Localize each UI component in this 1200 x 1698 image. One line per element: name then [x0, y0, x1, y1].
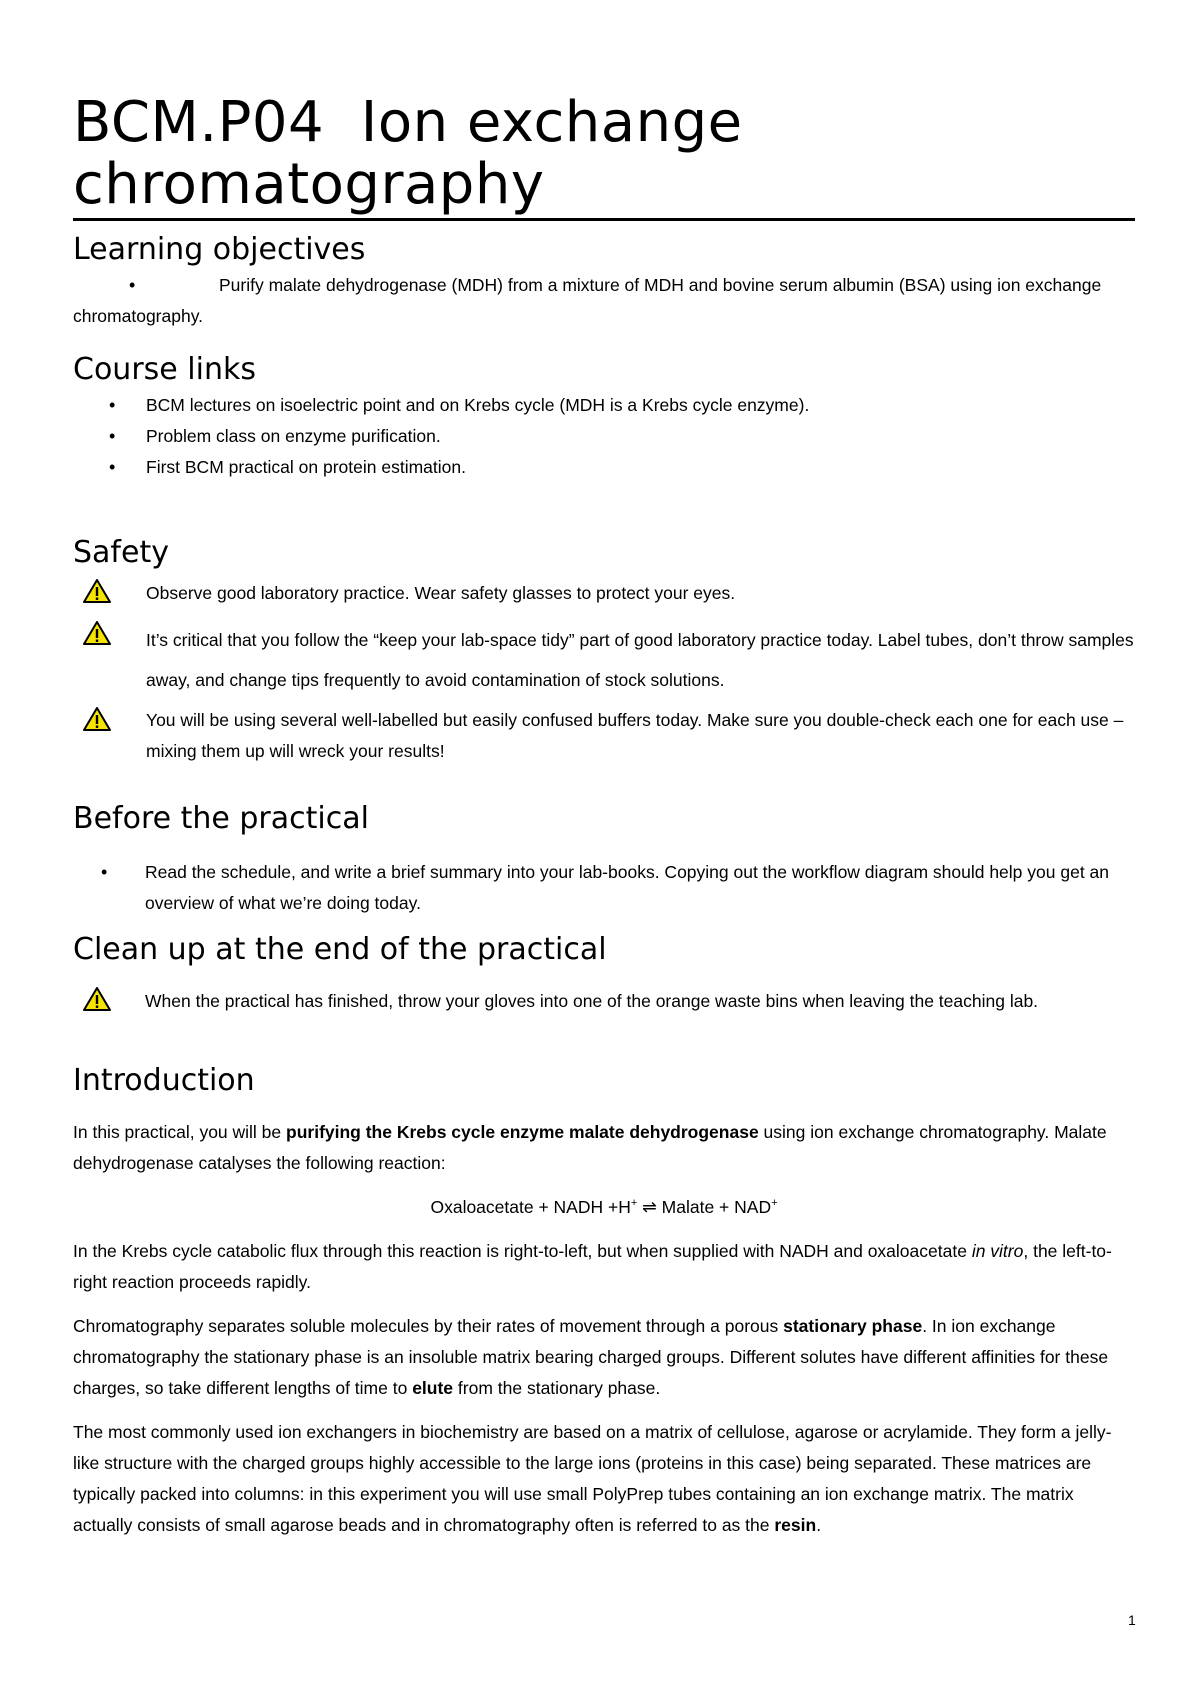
emphasis-text: elute	[412, 1378, 454, 1398]
learning-objectives-heading: Learning objectives	[73, 232, 366, 267]
page-number: 1	[1128, 1612, 1136, 1628]
intro-paragraph-3: Chromatography separates soluble molecules by their rates of movement through a porous stationary phase. In ion exchange chromatography the stationary phase is an insoluble matrix bearing charged groups. Different solutes have different affinities for these charges, so take different lengths of time to elute from the stationary phase.	[73, 1316, 1109, 1398]
before-practical-heading: Before the practical	[73, 801, 369, 836]
title-code: BCM.P04	[73, 90, 325, 155]
cleanup-heading: Clean up at the end of the practical	[73, 932, 607, 967]
reaction-equation: Oxaloacetate + NADH +H+ ⇌ Malate + NAD+	[430, 1197, 778, 1217]
before-practical-item: Read the schedule, and write a brief summary into your lab-books. Copying out the workflow diagram should help you get an overview of what we’re doing today.	[145, 862, 1110, 913]
warning-triangle-icon	[82, 986, 112, 1012]
introduction-heading: Introduction	[73, 1063, 255, 1098]
emphasis-text: purifying the Krebs cycle enzyme malate dehydrogenase	[286, 1122, 759, 1142]
safety-heading: Safety	[73, 535, 169, 570]
warning-triangle-icon	[82, 620, 112, 646]
bullet-icon: •	[109, 426, 116, 446]
emphasis-text: stationary phase	[783, 1316, 923, 1336]
warning-triangle-icon	[82, 706, 112, 732]
course-link-item: BCM lectures on isoelectric point and on Krebs cycle (MDH is a Krebs cycle enzyme).	[146, 395, 810, 415]
emphasis-text: resin	[774, 1515, 817, 1535]
bullet-icon: •	[129, 275, 136, 295]
bullet-icon: •	[109, 457, 116, 477]
bullet-icon: •	[101, 862, 108, 882]
italic-text: in vitro	[971, 1241, 1024, 1261]
safety-item: It’s critical that you follow the “keep your lab-space tidy” part of good laboratory practice today. Label tubes, don’t throw samples away, and change tips frequently to avoid contamination of stock solutions.	[146, 630, 1134, 690]
bullet-icon: •	[109, 395, 116, 415]
warning-triangle-icon	[82, 578, 112, 604]
title-topic: Ion exchange	[360, 90, 743, 155]
safety-item: You will be using several well-labelled but easily confused buffers today. Make sure you double-check each one for each use – mixing them up will wreck your results!	[146, 710, 1124, 761]
intro-paragraph-2: In the Krebs cycle catabolic flux through this reaction is right-to-left, but when supplied with NADH and oxaloacetate in vitro, the left-to-right reaction proceeds rapidly.	[73, 1241, 1112, 1292]
title-line-2: chromatography	[73, 152, 545, 217]
course-links-heading: Course links	[73, 352, 256, 387]
course-link-item: Problem class on enzyme purification.	[146, 426, 441, 446]
intro-paragraph-1: In this practical, you will be purifying the Krebs cycle enzyme malate dehydrogenase using ion exchange chromatography. Malate dehydrogenase catalyses the following reaction:	[73, 1122, 1107, 1173]
cleanup-item: When the practical has finished, throw your gloves into one of the orange waste bins when leaving the teaching lab.	[145, 991, 1039, 1011]
course-link-item: First BCM practical on protein estimation.	[146, 457, 466, 477]
learning-objective-item: Purify malate dehydrogenase (MDH) from a mixture of MDH and bovine serum albumin (BSA) using ion exchange chromatography.	[73, 275, 1102, 326]
page-title	[73, 92, 1135, 221]
safety-item: Observe good laboratory practice. Wear safety glasses to protect your eyes.	[146, 583, 736, 603]
intro-paragraph-4: The most commonly used ion exchangers in biochemistry are based on a matrix of cellulose, agarose or acrylamide. They form a jelly-like structure with the charged groups highly accessible to the large ions (proteins in this case) being separated. These matrices are typically packed into columns: in this experiment you will use small PolyPrep tubes containing an ion exchange matrix. The matrix actually consists of small agarose beads and in chromatography often is referred to as the resin.	[73, 1422, 1112, 1535]
